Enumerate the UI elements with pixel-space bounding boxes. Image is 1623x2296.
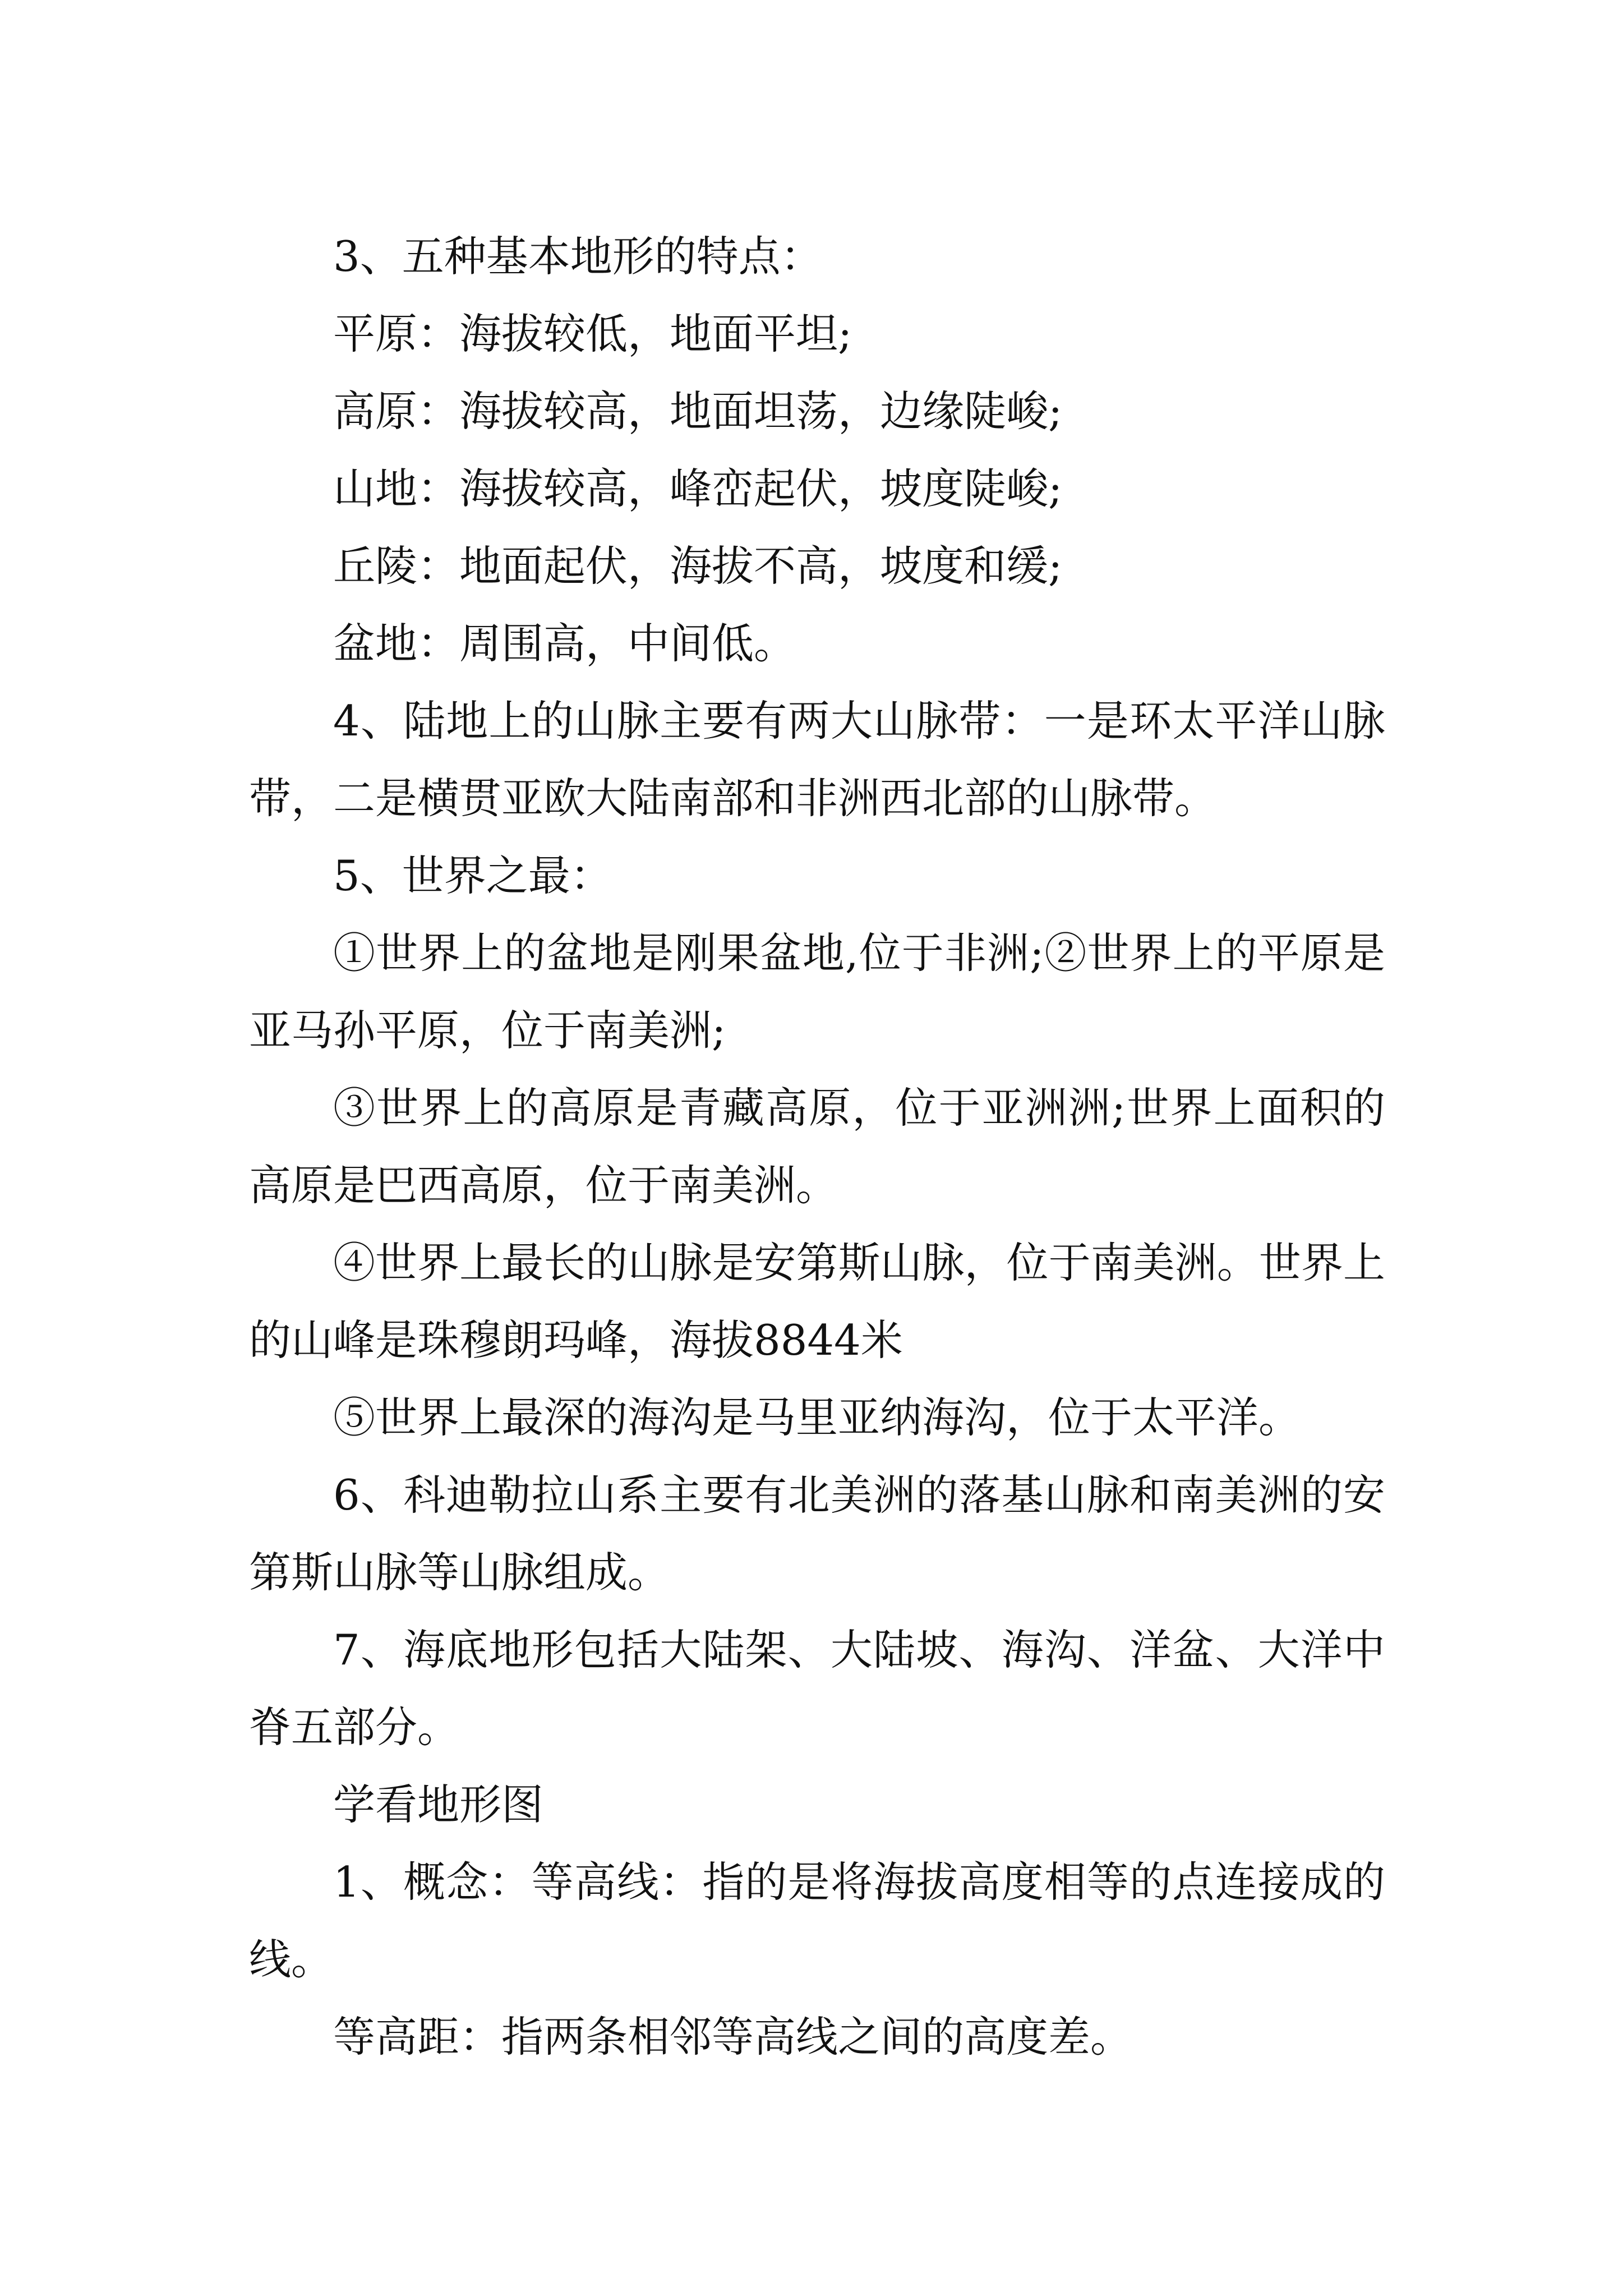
paragraph-record-mountain: ④世界上最长的山脉是安第斯山脉，位于南美洲。世界上的山峰是珠穆朗玛峰，海拔8844米 (249, 1238, 1385, 1365)
paragraph-cordillera: 6、科迪勒拉山系主要有北美洲的落基山脉和南美洲的安第斯山脉等山脉组成。 (249, 1470, 1385, 1597)
paragraph-contour-concept: 1、概念：等高线：指的是将海拔高度相等的点连接成的线。 (249, 1857, 1385, 1984)
paragraph-contour-interval: 等高距：指两条相邻等高线之间的高度差。 (333, 2012, 1133, 2062)
paragraph-record-basin-plain: ①世界上的盆地是刚果盆地,位于非洲;②世界上的平原是亚马孙平原，位于南美洲; (249, 928, 1385, 1055)
paragraph-world-records-heading: 5、世界之最： (333, 851, 612, 900)
paragraph-hills: 丘陵：地面起伏，海拔不高，坡度和缓; (333, 541, 1063, 591)
section-heading-topographic-map: 学看地形图 (333, 1780, 544, 1829)
paragraph-mountain: 山地：海拔较高，峰峦起伏，坡度陡峻; (333, 464, 1063, 513)
paragraph-seafloor: 7、海底地形包括大陆架、大陆坡、海沟、洋盆、大洋中脊五部分。 (249, 1625, 1385, 1752)
paragraph-plain: 平原：海拔较低，地面平坦; (333, 309, 852, 358)
document-body (249, 218, 1385, 2076)
paragraph-terrain-features-heading: 3、五种基本地形的特点： (333, 232, 823, 281)
paragraph-basin: 盆地：周围高，中间低。 (333, 619, 796, 668)
paragraph-plateau: 高原：海拔较高，地面坦荡，边缘陡峻; (333, 386, 1063, 436)
paragraph-record-plateau: ③世界上的高原是青藏高原，位于亚洲洲;世界上面积的高原是巴西高原，位于南美洲。 (249, 1083, 1385, 1210)
paragraph-record-trench: ⑤世界上最深的海沟是马里亚纳海沟，位于太平洋。 (333, 1393, 1301, 1442)
paragraph-mountain-belts: 4、陆地上的山脉主要有两大山脉带：一是环太平洋山脉带，二是横贯亚欧大陆南部和非洲西北部的山脉带。 (249, 696, 1385, 823)
